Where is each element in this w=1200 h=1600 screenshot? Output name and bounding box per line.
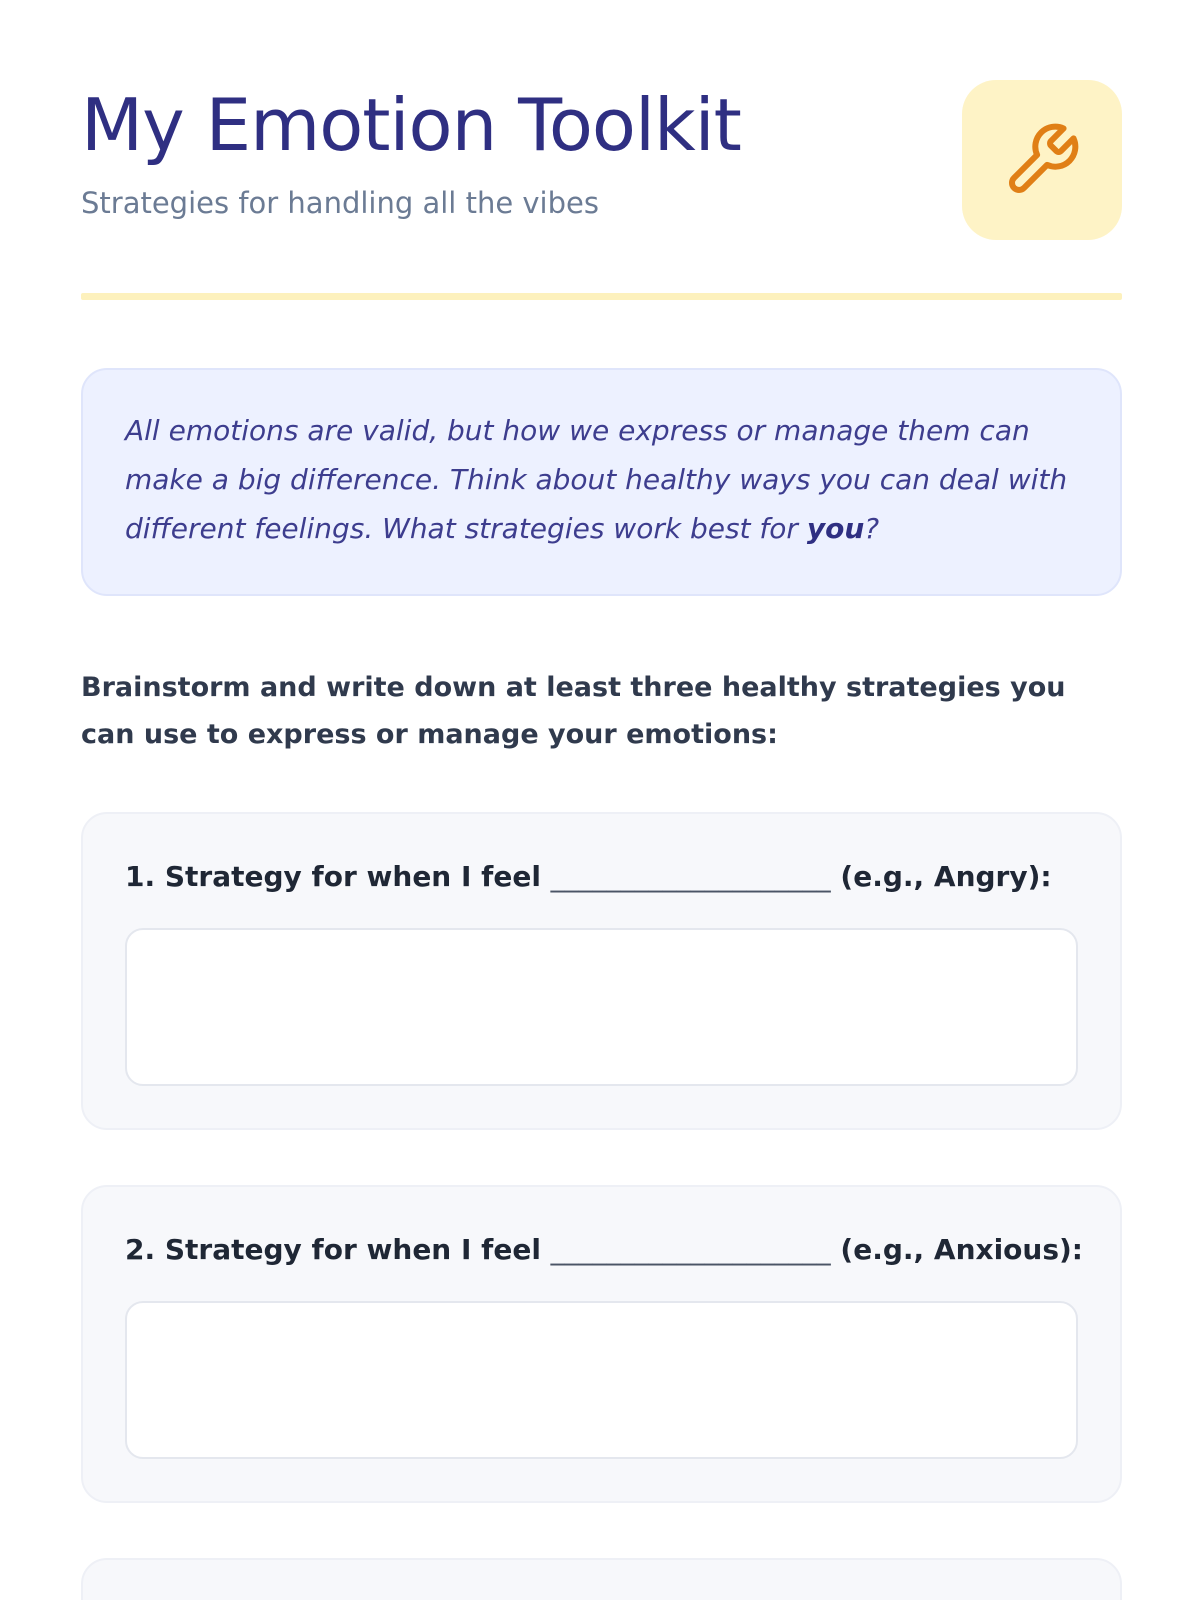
- page-subtitle: Strategies for handling all the vibes: [81, 186, 599, 220]
- intro-text-start: All emotions are valid, but how we express or manage them can make a big difference. Think about healthy ways you can deal with different feelings. What strategies work best for: [125, 414, 1068, 545]
- strategy-prefix-1: 1. Strategy for when I feel: [125, 860, 541, 893]
- feeling-blank-2: ____________________: [550, 1233, 831, 1266]
- strategy-card-3: [81, 1558, 1122, 1600]
- strategy-label-2: [125, 1233, 1083, 1266]
- intro-emphasis: you: [806, 512, 865, 545]
- wrench-icon: [1002, 120, 1082, 200]
- intro-text-end: ?: [864, 512, 880, 545]
- page-header: [81, 80, 1122, 240]
- header-divider: [81, 293, 1122, 300]
- strategy-input-1[interactable]: [125, 928, 1078, 1086]
- strategy-input-2[interactable]: [125, 1301, 1078, 1459]
- intro-callout: [81, 368, 1122, 596]
- strategy-card-1: [81, 812, 1122, 1130]
- strategy-label-1: [125, 860, 1052, 893]
- strategy-card-2: [81, 1185, 1122, 1503]
- intro-text: [125, 406, 1078, 553]
- strategy-prefix-2: 2. Strategy for when I feel: [125, 1233, 541, 1266]
- strategy-example-2: (e.g., Anxious):: [840, 1233, 1084, 1266]
- feeling-blank-1: ____________________: [550, 860, 831, 893]
- strategy-example-1: (e.g., Angry):: [840, 860, 1052, 893]
- instructions-text: Brainstorm and write down at least three healthy strategies you can use to express or manage your emotions:: [81, 672, 1066, 750]
- toolkit-icon-tile: [962, 80, 1122, 240]
- page-title: My Emotion Toolkit: [81, 83, 741, 167]
